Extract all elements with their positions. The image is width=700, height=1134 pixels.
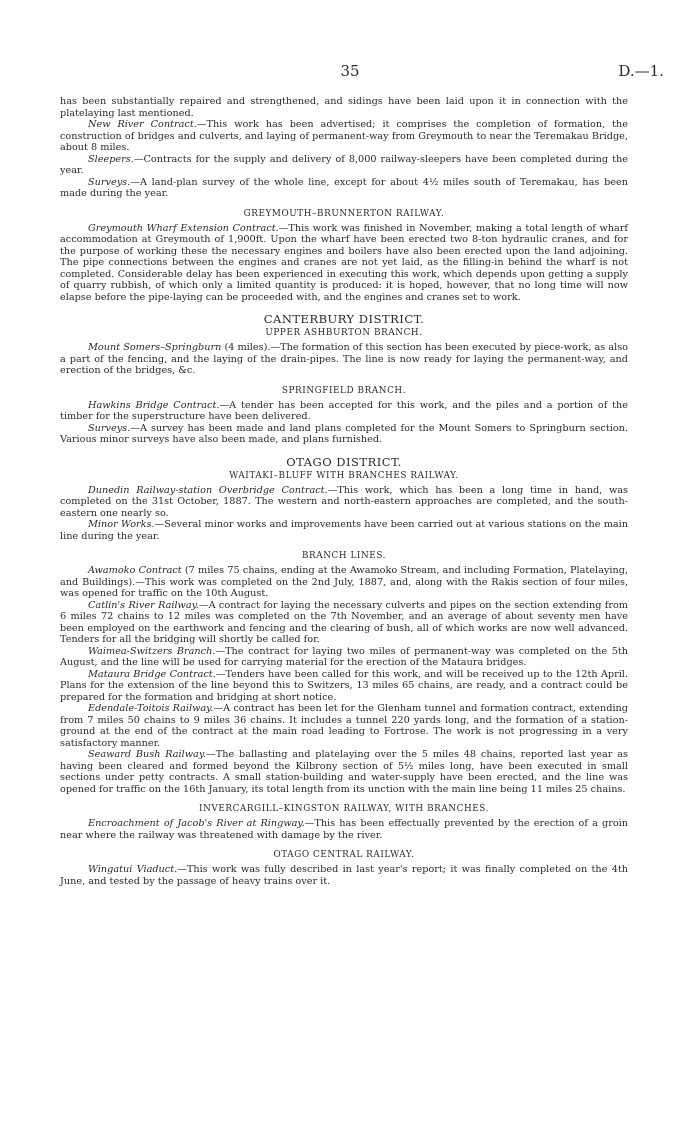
- paragraph-lead: Minor Works.: [88, 519, 155, 530]
- paragraph-text: —A survey has been made and land plans completed for the Mount Somers to Springburn section. Various minor surveys have also been made, and plans furnished.: [60, 422, 628, 445]
- paragraph-text: —This work, which has been a long time in hand, was completed on the 31st October, 1887. The western and north-eastern approaches are completed, and the south-eastern one nearly so.: [60, 484, 628, 519]
- paragraph-text: —This work has been advertised; it comprises the completion of formation, the construction of bridges and culverts, and laying of permanent-way from Greymouth to near the Teremakau Bridge, about 8 miles.: [60, 119, 628, 153]
- paragraph-lead: Mount Somers–Springburn: [88, 342, 222, 353]
- paragraph: [60, 400, 628, 423]
- paragraph: [60, 749, 628, 795]
- paragraph: [60, 177, 628, 200]
- section-heading: INVERCARGILL–KINGSTON RAILWAY, WITH BRANCHES.: [199, 804, 489, 814]
- paragraph-lead: Encroachment of Jacob's River at Ringway.: [88, 818, 305, 829]
- paragraph-text: —A land-plan survey of the whole line, except for about 4½ miles south of Teremakau, has been made during the year.: [60, 176, 628, 199]
- paragraph-text: —The contract for laying two miles of permanent-way was completed on the 5th August, and the line will be used for carrying material for the erection of the Mataura bridges.: [60, 645, 629, 668]
- paragraph-lead: Surveys.: [88, 176, 131, 188]
- paragraph-lead: Edendale-Toitois Railway.: [88, 703, 214, 714]
- page-number: 35: [340, 62, 360, 80]
- paragraph-lead: Seaward Bush Railway.: [88, 749, 207, 760]
- paragraph-lead: Dunedin Railway-station Overbridge Contract.: [88, 484, 328, 496]
- paragraph: [60, 818, 628, 841]
- paragraph: [60, 223, 628, 304]
- paragraph: [60, 864, 628, 887]
- paragraph-lead: Sleepers.: [88, 153, 134, 165]
- paragraph: [60, 519, 628, 542]
- district-heading: OTAGO DISTRICT.: [286, 454, 402, 469]
- paragraph: [60, 565, 628, 600]
- paragraph-lead: Wingatui Viaduct.: [88, 864, 178, 875]
- paragraph: [60, 342, 628, 377]
- paragraph-lead: Surveys.: [88, 422, 131, 434]
- section-heading: UPPER ASHBURTON BRANCH.: [265, 328, 423, 338]
- paragraph: [60, 669, 628, 704]
- paragraph-lead: Hawkins Bridge Contract.: [88, 399, 220, 411]
- paragraph: [60, 423, 628, 446]
- section-heading: OTAGO CENTRAL RAILWAY.: [273, 850, 415, 860]
- paragraph-text: —This work was finished in November, making a total length of wharf accommodation at Greymouth of 1,900ft. Upon the wharf have been erected two 8-ton hydraulic cranes, and for the purpose of working these the necessary engines and boilers have also been erected upon the land adjoining. The pipe connections between the engines and cranes are not yet laid, as the filling-in behind the wharf is not completed. Considerable delay has been experienced in executing this work, which depends upon getting a supply of quarry rubbish, of which only a limited quantity is produced: it is hoped, however, that no long time will now elapse before the pipe-laying can be proceeded with, and the engines and cranes set to work.: [60, 222, 628, 303]
- paragraph-text: —A contract for laying the necessary culverts and pipes on the section extending from 6 miles 72 chains to 12 miles was completed on the 7th November, and an average of about seventy men have been employed on the earthwork and fencing and the clearing of bush, all of which works are now well advanced. Tenders for all the bridging will shortly be called for.: [60, 599, 628, 645]
- paragraph-text: —Several minor works and improvements have been carried out at various stations on the main line during the year.: [60, 519, 629, 542]
- paragraph-lead: Greymouth Wharf Extension Contract.: [88, 222, 279, 234]
- paragraph: [60, 646, 628, 669]
- paragraph-text: (7 miles 75 chains, ending at the Awamoko Stream, and including Formation, Platelaying, and Buildings).—This work was completed on the 2nd July, 1887, and, along with the Rakis section of four miles, was opened for traffic on the 10th August.: [60, 565, 629, 599]
- paragraph-lead: Awamoko Contract: [88, 565, 182, 576]
- paragraph: [60, 485, 628, 520]
- section-heading: GREYMOUTH–BRUNNERTON RAILWAY.: [243, 208, 445, 219]
- paragraph-lead: Waimea-Switzers Branch.: [88, 645, 216, 657]
- paragraph: [60, 154, 628, 177]
- paragraph-lead: Catlin's River Railway.: [88, 599, 199, 611]
- paragraph-text: —A contract has been let for the Glenham tunnel and formation contract, extending from 7 miles 50 chains to 9 miles 36 chains. It includes a tunnel 220 yards long, and the formation of a station-ground at the end of the contract at the main road leading to Fortrose. The work is not progressing in a very satisfactory manner.: [60, 703, 628, 749]
- paragraph-lead: New River Contract.: [88, 119, 197, 130]
- section-heading: WAITAKI–BLUFF WITH BRANCHES RAILWAY.: [229, 470, 459, 481]
- paragraph: [60, 600, 628, 646]
- paragraph-text: —A tender has been accepted for this work, and the piles and a portion of the timber for the superstructure have been delivered.: [60, 399, 628, 422]
- paragraph-text: —This work was fully described in last year's report; it was finally completed on the 4th June, and tested by the passage of heavy trains over it.: [60, 864, 628, 887]
- paragraph: has been substantially repaired and strengthened, and sidings have been laid upon it in connection with the platelaying last mentioned.: [60, 96, 628, 119]
- paragraph: [60, 703, 628, 749]
- body-text: [60, 96, 628, 887]
- document-reference: D.—1.: [618, 62, 664, 80]
- paragraph-text: —Tenders have been called for this work, and will be received up to the 12th April. Plans for the extension of the line beyond this to Switzers, 13 miles 65 chains, are ready, and a contract could be prepared for the formation and bridging at short notice.: [60, 668, 628, 703]
- paragraph-text: —The ballasting and platelaying over the 5 miles 48 chains, reported last year as having been cleared and formed beyond the Kilbrony section of 5½ miles long, have been executed in small sections under petty contracts. A small station-building and water-supply have been erected, and the line was opened for traffic on the 16th January, its total length from its unction with the main line being 11 miles 25 chains.: [60, 749, 629, 795]
- paragraph-text: —Contracts for the supply and delivery of 8,000 railway-sleepers have been completed during the year.: [60, 153, 628, 176]
- paragraph-text: —This has been effectually prevented by the erection of a groin near where the railway was threatened with damage by the river.: [60, 818, 629, 841]
- section-heading: SPRINGFIELD BRANCH.: [281, 385, 407, 396]
- paragraph-text: (4 miles).—The formation of this section has been executed by piece-work, as also a part of the fencing, and the laying of the drain-pipes. The line is now ready for laying the permanent-way, and erection of the bridges, &c.: [60, 342, 629, 376]
- paragraph-lead: Mataura Bridge Contract.: [88, 668, 216, 680]
- section-heading: BRANCH LINES.: [301, 551, 387, 561]
- district-heading: CANTERBURY DISTRICT.: [263, 312, 425, 326]
- paragraph: [60, 119, 628, 154]
